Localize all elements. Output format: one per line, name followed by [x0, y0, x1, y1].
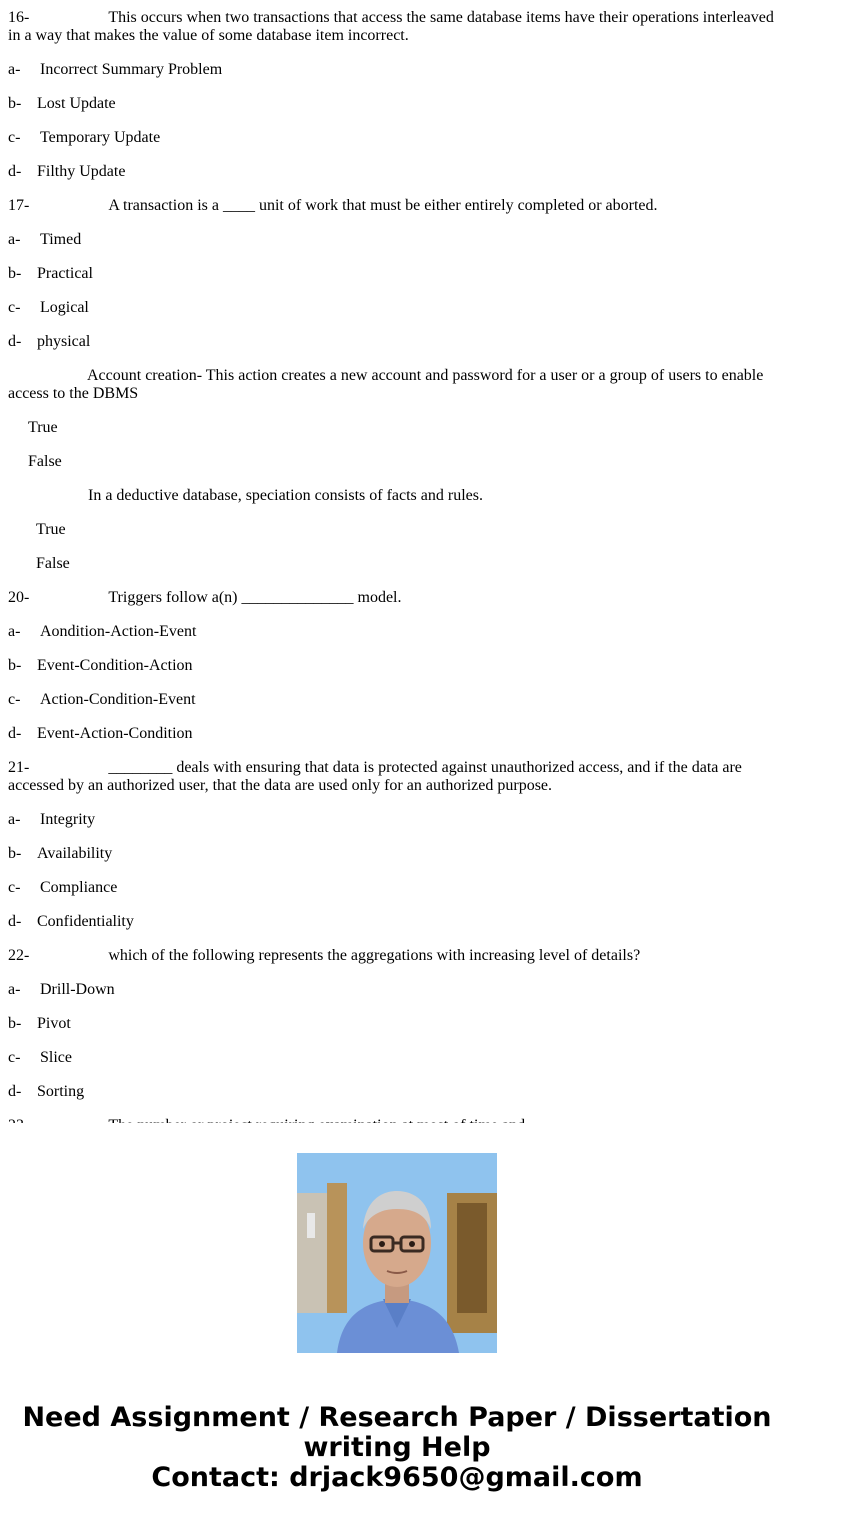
option-19-false: False	[36, 555, 70, 572]
person-photo-icon	[297, 1153, 497, 1353]
option-17b: b- Practical	[8, 265, 93, 282]
question-number: 22-	[8, 947, 30, 964]
option-20c: c- Action-Condition-Event	[8, 691, 196, 708]
option-16b: b- Lost Update	[8, 95, 116, 112]
question-text: Account creation- This action creates a new account and password for a user or a group of users to enable access to the DBMS	[8, 367, 764, 402]
question-text: A transaction is a ____ unit of work that must be either entirely completed or aborted.	[108, 197, 658, 214]
question-text: which of the following represents the aggregations with increasing level of details?	[108, 947, 641, 964]
option-20b: b- Event-Condition-Action	[8, 657, 193, 674]
question-number: 17-	[8, 197, 30, 214]
option-22c: c- Slice	[8, 1049, 72, 1066]
question-text: This occurs when two transactions that access the same database items have their operations interleaved in a way that makes the value of some database item incorrect.	[8, 9, 774, 44]
option-21b: b- Availability	[8, 845, 113, 862]
ad-banner	[0, 1123, 794, 1523]
option-16c: c- Temporary Update	[8, 129, 161, 146]
option-17c: c- Logical	[8, 299, 89, 316]
option-21c: c- Compliance	[8, 879, 118, 896]
option-20d: d- Event-Action-Condition	[8, 725, 193, 742]
option-19-true: True	[36, 521, 66, 538]
option-21a: a- Integrity	[8, 811, 96, 828]
option-22a: a- Drill-Down	[8, 981, 115, 998]
option-21d: d- Confidentiality	[8, 913, 134, 930]
question-text: ________ deals with ensuring that data is protected against unauthorized access, and if the data are accessed by an authorized user, that the data are used only for an authorized purpose.	[8, 759, 742, 794]
avatar	[297, 1153, 497, 1353]
option-20a: a- Aondition-Action-Event	[8, 623, 197, 640]
question-21	[8, 759, 784, 795]
option-17d: d- physical	[8, 333, 91, 350]
question-number: 21-	[8, 759, 30, 776]
option-18-true: True	[28, 419, 58, 436]
question-18	[8, 367, 784, 403]
question-19	[88, 487, 864, 505]
ad-text	[0, 1403, 794, 1493]
ad-contact[interactable]: Contact: drjack9650@gmail.com	[151, 1462, 643, 1493]
question-20	[8, 589, 784, 607]
option-16d: d- Filthy Update	[8, 163, 126, 180]
option-18-false: False	[28, 453, 62, 470]
question-16	[8, 9, 784, 45]
question-text: Triggers follow a(n) ______________ model.	[108, 589, 402, 606]
question-number: 16-	[8, 9, 30, 26]
question-text: In a deductive database, speciation consists of facts and rules.	[88, 487, 483, 504]
question-22	[8, 947, 784, 965]
question-number: 20-	[8, 589, 30, 606]
option-17a: a- Timed	[8, 231, 82, 248]
option-16a: a- Incorrect Summary Problem	[8, 61, 223, 78]
ad-line-1: Need Assignment / Research Paper / Dissertation	[22, 1402, 772, 1433]
option-22b: b- Pivot	[8, 1015, 71, 1032]
question-17	[8, 197, 784, 215]
ad-line-2: writing Help	[303, 1432, 491, 1463]
option-22d: d- Sorting	[8, 1083, 85, 1100]
